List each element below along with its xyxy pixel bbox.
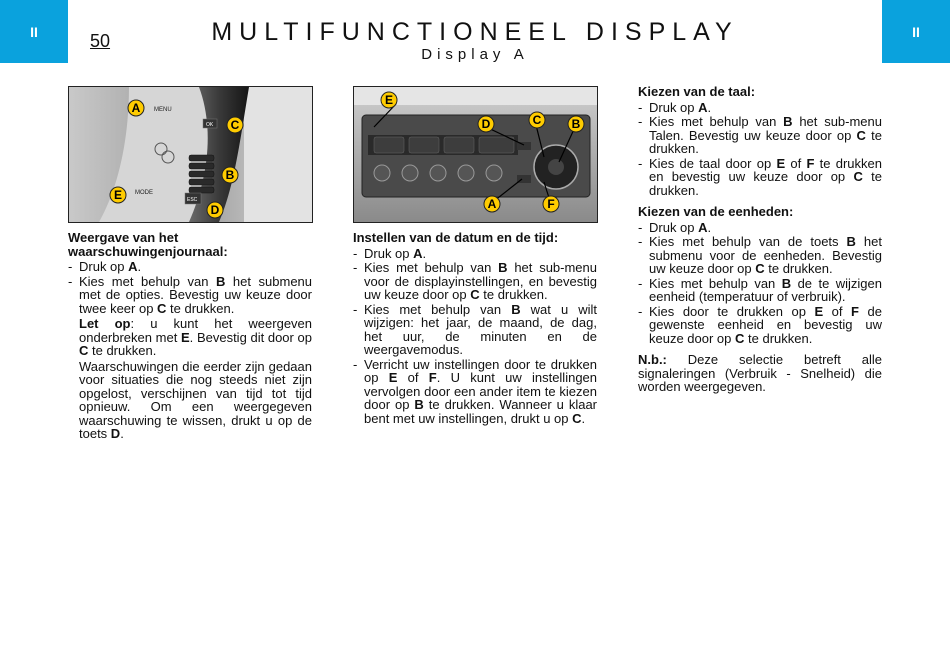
list-item: - Kies met behulp van B het submenu met de opties. Bevestig uw keuze door twee keer op C te drukken. <box>68 275 312 316</box>
list-warning-log <box>68 260 312 315</box>
section-tab-right <box>882 0 950 63</box>
column-date-time <box>353 231 597 426</box>
radio-figure <box>353 86 598 223</box>
stalk-figure <box>68 86 313 223</box>
callout-c: C <box>230 118 240 132</box>
column-language-units <box>638 85 882 394</box>
list-units <box>638 221 882 346</box>
heading-date-time: Instellen van de datum en de tijd: <box>353 230 559 245</box>
list-item: - Druk op A. <box>638 101 882 115</box>
list-item: - Kies met behulp van B het sub-menu voor de displayinstellingen, en bevestig uw keuze door op C te drukken. <box>353 261 597 302</box>
button-label-esc: ESC <box>187 197 198 203</box>
button-label-menu: MENU <box>154 107 172 113</box>
list-item: - Druk op A. <box>68 260 312 274</box>
section-tab-left-label: II <box>30 23 38 40</box>
list-item: - Kies met behulp van B de te wijzigen eenheid (temperatuur of verbruik). <box>638 277 882 304</box>
page-title: MULTIFUNCTIONEEL DISPLAY <box>211 18 739 46</box>
list-language <box>638 101 882 198</box>
button-label-ok: OK <box>206 122 214 128</box>
button-label-mode: MODE <box>135 190 153 196</box>
callout-a: A <box>487 197 497 211</box>
section-tab-left <box>0 0 68 63</box>
page-subtitle: Display A <box>421 46 529 63</box>
list-item: - Druk op A. <box>638 221 882 235</box>
section-tab-right-label: II <box>912 23 920 40</box>
callout-d: D <box>210 203 220 217</box>
callout-e: E <box>384 93 394 107</box>
paragraph-warnings: Waarschuwingen die eerder zijn gedaan voor situaties die nog steeds niet zijn opgelost, verschijnen van tijd tot tijd opnieuw. Om een weergegeven waarschuwing te wissen, drukt u op de toets D. <box>79 358 312 441</box>
note-nb: N.b.: Deze selectie betreft alle signaleringen (Verbruik - Snelheid) die worden weergegeven. <box>638 352 882 394</box>
heading-units: Kiezen van de eenheden: <box>638 204 794 219</box>
callout-f: F <box>547 197 555 211</box>
note-let-op: Let op: u kunt het weergeven onderbreken met E. Bevestig dit door op C te drukken. <box>79 316 313 358</box>
page-number: 50 <box>90 31 111 51</box>
callout-e: E <box>113 188 123 202</box>
callout-a: A <box>131 101 141 115</box>
callout-b: B <box>225 168 235 182</box>
list-item: - Kies met behulp van B het sub-menu Talen. Bevestig uw keuze door op C te drukken. <box>638 115 882 156</box>
list-item: - Kies met behulp van B wat u wilt wijzigen: het jaar, de maand, de dag, het uur, de minuten en de weergavemodus. <box>353 303 597 357</box>
callout-c: C <box>532 113 542 127</box>
list-date-time <box>353 247 597 426</box>
list-item: - Verricht uw instellingen door te drukken op E of F. U kunt uw instellingen vervolgen door een ander item te kiezen door op B te drukken. Wanneer u klaar bent met uw instellingen, drukt u op C. <box>353 358 597 426</box>
list-item: - Kies de taal door op E of F te drukken en bevestig uw keuze door op C te drukken. <box>638 157 882 198</box>
heading-warning-log: Weergave van het waarschuwingenjournaal: <box>68 230 228 259</box>
list-item: - Druk op A. <box>353 247 597 261</box>
list-item: - Kies door te drukken op E of F de gewenste eenheid en bevestig uw keuze door op C te drukken. <box>638 305 882 346</box>
callout-d: D <box>481 117 491 131</box>
column-warning-log <box>68 231 312 442</box>
callout-b: B <box>571 117 581 131</box>
heading-language: Kiezen van de taal: <box>638 84 756 99</box>
list-item: - Kies met behulp van de toets B het submenu voor de eenheden. Bevestig uw keuze door op C te drukken. <box>638 235 882 276</box>
